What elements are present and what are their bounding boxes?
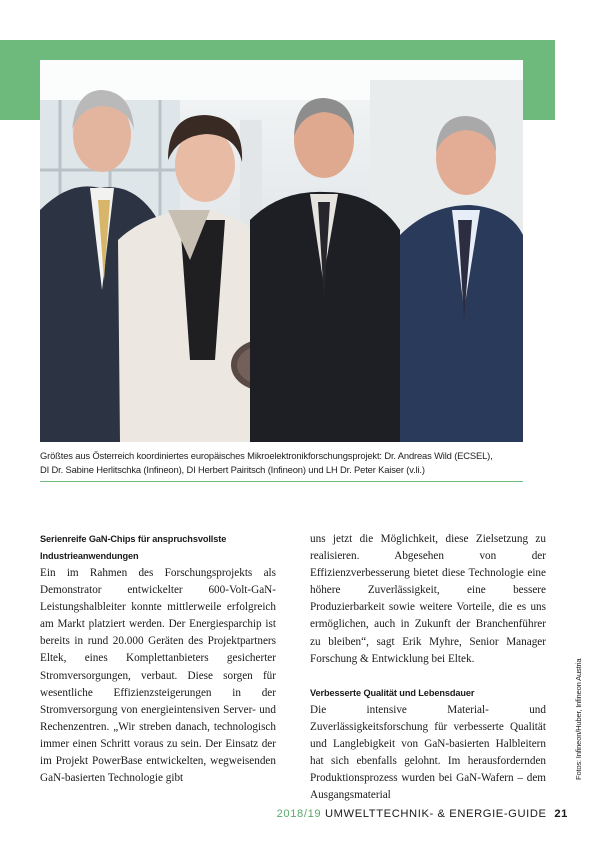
article-paragraph-right-2: Die intensive Material- und Zuverlässigkeitsforschung für verbesserte Qualität und Langlebigkeit von GaN-basierten Halbleitern hat sich ebenfalls gelohnt. Im herausfordernden Produktionsprozess wurden bei GaN-Wafern – dem Ausgangsmaterial (310, 703, 546, 802)
page-number: 21 (554, 808, 568, 820)
article-column-right (310, 531, 546, 804)
caption-line-1: Größtes aus Österreich koordiniertes europäisches Mikroelektronikforschungsprojekt: Dr. Andreas Wild (ECSEL), (40, 450, 493, 461)
group-photo-illustration (40, 60, 523, 442)
photo-credit: Fotos: Infineon/Huber, Infineon Austria (574, 658, 583, 780)
group-photo (40, 60, 523, 442)
page-footer (277, 808, 568, 820)
article-paragraph-right-1: uns jetzt die Möglichkeit, diese Zielsetzung zu realisieren. Abgesehen von der Effizienzverbesserung bietet diese Technologie eine höhere Zuverlässigkeit, eine bessere Produzierbarkeit sowie weitere Vorteile, die es uns ermöglichen, auch in Zukunft der Branchenführer zu bleiben“, sagt Erik Myhre, Senior Manager Forschung & Entwicklung bei Eltek. (310, 533, 546, 665)
footer-year: 2018/19 (276, 808, 322, 820)
caption-line-2: DI Dr. Sabine Herlitschka (Infineon), DI Herbert Pairitsch (Infineon) und LH Dr. Peter Kaiser (v.li.) (40, 463, 425, 475)
caption-divider (40, 481, 523, 482)
photo-caption (40, 449, 523, 476)
article-paragraph-left: Ein im Rahmen des Forschungsprojekts als Demonstrator entwickelter 600-Volt-GaN-Leistungshalbleiter konnte mittlerweile erfolgreich am Markt platziert werden. Der Energiesparchip ist bereits in rund 20.000 Geräten des Projektpartners Eltek, eines Komplettanbieters gesicherter Stromversorgungen, verbaut. Diese sorgen für wesentliche Effizienzsteigerungen in der Stromversorgung von energieintensiven Server- und Rechenzentren. „Wir streben danach, technologisch immer einen Schritt voraus zu sein. Der Einsatz der im Projekt PowerBase entwickelten, wegweisenden GaN-basierten Technologie gibt (40, 567, 276, 785)
section-heading-qualitaet: Verbesserte Qualität und Lebensdauer (310, 687, 475, 698)
section-heading-serienreife: Serienreife GaN-Chips für anspruchsvollste Industrieanwendungen (40, 534, 227, 561)
article-column-left (40, 531, 276, 787)
footer-guide-title: UMWELTTECHNIK- & ENERGIE-GUIDE (324, 808, 547, 820)
